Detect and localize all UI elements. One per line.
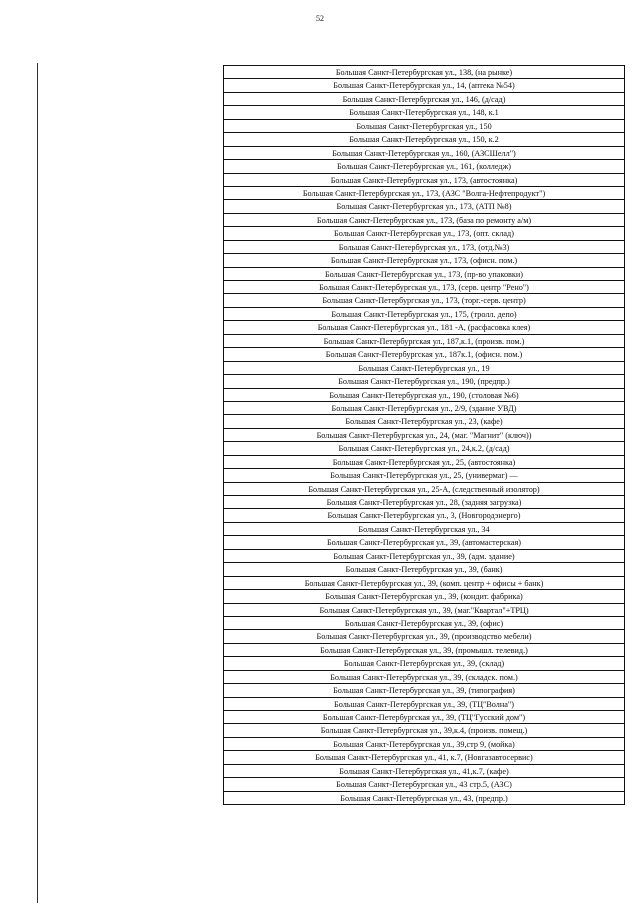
table-row: Большая Санкт-Петербургская ул., 41,к.7, (кафе) [224, 765, 624, 778]
table-row: Большая Санкт-Петербургская ул., 187к.1, (офисн. пом.) [224, 348, 624, 361]
table-row: Большая Санкт-Петербургская ул., 181 -А, (расфасовка клея) [224, 321, 624, 334]
table-row: Большая Санкт-Петербургская ул., 39, (ТЦ"Гусский дом") [224, 711, 624, 724]
table-row: Большая Санкт-Петербургская ул., 19 [224, 362, 624, 375]
table-row: Большая Санкт-Петербургская ул., 39, (комп. центр + офисы + банк) [224, 577, 624, 590]
table-row: Большая Санкт-Петербургская ул., 39, (кондит. фабрика) [224, 590, 624, 603]
table-row: Большая Санкт-Петербургская ул., 190, (столовая №6) [224, 389, 624, 402]
table-row: Большая Санкт-Петербургская ул., 173, (отд.№3) [224, 241, 624, 254]
table-row: Большая Санкт-Петербургская ул., 39, (адм. здание) [224, 550, 624, 563]
table-row: Большая Санкт-Петербургская ул., 173, (офисн. пом.) [224, 254, 624, 267]
table-row: Большая Санкт-Петербургская ул., 187,к.1, (произв. пом.) [224, 335, 624, 348]
table-row: Большая Санкт-Петербургская ул., 150 [224, 120, 624, 133]
table-row: Большая Санкт-Петербургская ул., 39, (ТЦ"Волна") [224, 698, 624, 711]
table-row: Большая Санкт-Петербургская ул., 161, (колледж) [224, 160, 624, 173]
table-row: Большая Санкт-Петербургская ул., 39, (складск. пом.) [224, 671, 624, 684]
table-row: Большая Санкт-Петербургская ул., 24, (маг. "Магнит" (ключ)) [224, 429, 624, 442]
address-table [223, 65, 625, 805]
table-row: Большая Санкт-Петербургская ул., 14, (аптека №54) [224, 79, 624, 92]
margin-line [37, 63, 38, 903]
table-row: Большая Санкт-Петербургская ул., 148, к.1 [224, 106, 624, 119]
table-row: Большая Санкт-Петербургская ул., 173, (торг.-серв. центр) [224, 294, 624, 307]
table-row: Большая Санкт-Петербургская ул., 173, (пр-во упаковки) [224, 268, 624, 281]
table-row: Большая Санкт-Петербургская ул., 41, к.7, (Новгазавтосервис) [224, 751, 624, 764]
page-number: 52 [316, 14, 324, 23]
table-row: Большая Санкт-Петербургская ул., 190, (предпр.) [224, 375, 624, 388]
table-row: Большая Санкт-Петербургская ул., 150, к.2 [224, 133, 624, 146]
table-row: Большая Санкт-Петербургская ул., 173, (АЗС "Волга-Нефтепродукт") [224, 187, 624, 200]
table-row: Большая Санкт-Петербургская ул., 3, (Новгородэнерго) [224, 509, 624, 522]
table-row: Большая Санкт-Петербургская ул., 25-А, (следственный изолятор) [224, 483, 624, 496]
table-row: Большая Санкт-Петербургская ул., 39, (производство мебели) [224, 630, 624, 643]
table-row: Большая Санкт-Петербургская ул., 39, (автомастерская) [224, 536, 624, 549]
table-row: Большая Санкт-Петербургская ул., 39, (склад) [224, 657, 624, 670]
table-row: Большая Санкт-Петербургская ул., 39,стр 9, (мойка) [224, 738, 624, 751]
table-row: Большая Санкт-Петербургская ул., 2/9, (здание УВД) [224, 402, 624, 415]
table-row: Большая Санкт-Петербургская ул., 173, (серв. центр "Рено") [224, 281, 624, 294]
table-row: Большая Санкт-Петербургская ул., 173, (автостоянка) [224, 174, 624, 187]
table-row: Большая Санкт-Петербургская ул., 43 стр.5, (АЗС) [224, 778, 624, 791]
table-row: Большая Санкт-Петербургская ул., 43, (предпр.) [224, 792, 624, 805]
table-row: Большая Санкт-Петербургская ул., 25, (автостоянка) [224, 456, 624, 469]
table-row: Большая Санкт-Петербургская ул., 39, (маг."Квартал"+ТРЦ) [224, 604, 624, 617]
table-row: Большая Санкт-Петербургская ул., 138, (на рынке) [224, 66, 624, 79]
table-row: Большая Санкт-Петербургская ул., 25, (универмаг) — [224, 469, 624, 482]
table-row: Большая Санкт-Петербургская ул., 175, (тролл. депо) [224, 308, 624, 321]
table-row: Большая Санкт-Петербургская ул., 39, (офис) [224, 617, 624, 630]
table-row: Большая Санкт-Петербургская ул., 39, (промышл. телевид.) [224, 644, 624, 657]
table-row: Большая Санкт-Петербургская ул., 173, (опт. склад) [224, 227, 624, 240]
table-row: Большая Санкт-Петербургская ул., 34 [224, 523, 624, 536]
table-row: Большая Санкт-Петербургская ул., 173, (АТП №8) [224, 200, 624, 213]
table-row: Большая Санкт-Петербургская ул., 173, (база по ремонту а/м) [224, 214, 624, 227]
table-row: Большая Санкт-Петербургская ул., 160, (АЗСШелл") [224, 147, 624, 160]
table-row: Большая Санкт-Петербургская ул., 23, (кафе) [224, 415, 624, 428]
table-row: Большая Санкт-Петербургская ул., 24,к.2, (д/сад) [224, 442, 624, 455]
table-row: Большая Санкт-Петербургская ул., 28, (задняя загрузка) [224, 496, 624, 509]
table-row: Большая Санкт-Петербургская ул., 146, (д/сад) [224, 93, 624, 106]
table-row: Большая Санкт-Петербургская ул., 39, (банк) [224, 563, 624, 576]
table-row: Большая Санкт-Петербургская ул., 39,к.4, (произв. помещ.) [224, 724, 624, 737]
table-row: Большая Санкт-Петербургская ул., 39, (типография) [224, 684, 624, 697]
